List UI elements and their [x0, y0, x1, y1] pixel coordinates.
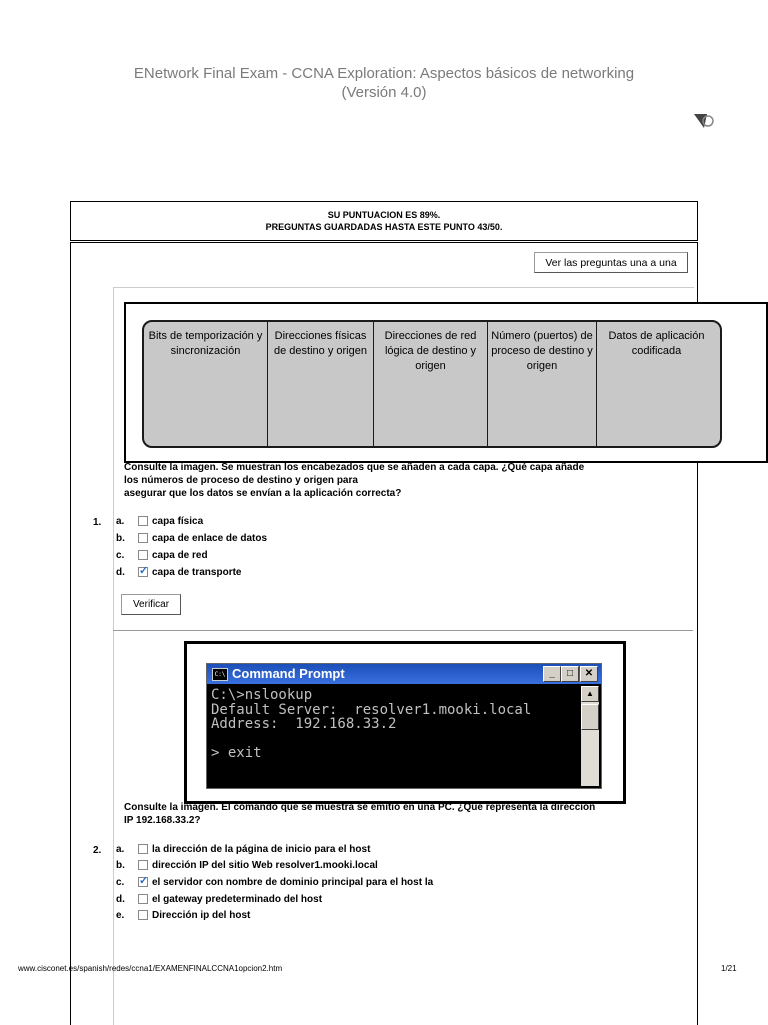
- answer-label: capa de transporte: [152, 567, 242, 578]
- answer-label: el gateway predeterminado del host: [152, 894, 323, 905]
- answer-option[interactable]: [116, 859, 536, 873]
- command-prompt-icon: C:\: [212, 668, 228, 681]
- answer-label: capa de enlace de datos: [152, 533, 268, 544]
- footer-page-number: 1/21: [721, 964, 737, 973]
- question1-text-line3: asegurar que los datos se envían a la aplicación correcta?: [124, 488, 402, 499]
- cisco-logo-icon: [693, 112, 715, 130]
- command-prompt-titlebar: [207, 664, 601, 684]
- answer-checkbox[interactable]: [138, 894, 148, 904]
- saved-questions-count: PREGUNTAS GUARDADAS HASTA ESTE PUNTO 43/50.: [265, 222, 503, 232]
- answer-option[interactable]: [116, 843, 536, 857]
- answer-option[interactable]: [116, 893, 536, 907]
- check-icon: ✓: [139, 565, 149, 577]
- answer-letter: c.: [116, 877, 125, 888]
- maximize-icon: □: [561, 666, 579, 682]
- scroll-up-arrow-icon: ▲: [581, 686, 599, 702]
- minimize-icon: _: [543, 666, 561, 682]
- answer-option[interactable]: [116, 549, 416, 563]
- diagram-cell-physical-addresses: Direcciones físicas de destino y origen: [268, 322, 374, 446]
- answer-checkbox[interactable]: [138, 844, 148, 854]
- question2-text-line2: IP 192.168.33.2?: [124, 815, 201, 826]
- check-icon: ✓: [139, 875, 149, 887]
- answer-label: capa de red: [152, 550, 208, 561]
- answer-letter: d.: [116, 567, 125, 578]
- answer-option[interactable]: [116, 515, 416, 529]
- answer-checkbox[interactable]: [138, 860, 148, 870]
- cmd-line: [211, 732, 577, 747]
- answer-letter: b.: [116, 860, 125, 871]
- answer-checkbox[interactable]: [138, 877, 148, 887]
- answer-option[interactable]: [116, 566, 416, 580]
- header-layers-diagram: [142, 320, 722, 448]
- scroll-thumb: [581, 704, 599, 730]
- answer-label: el servidor con nombre de dominio principal para el host la: [152, 877, 434, 888]
- question-divider: [113, 630, 693, 631]
- diagram-cell-timing-bits: Bits de temporización y sincronización: [144, 322, 268, 446]
- document-title-line1: ENetwork Final Exam - CCNA Exploration: Aspectos básicos de networking: [133, 65, 635, 82]
- diagram-cell-process-numbers: Número (puertos) de proceso de destino y origen: [488, 322, 597, 446]
- answer-label: capa física: [152, 516, 204, 527]
- answer-letter: d.: [116, 894, 125, 905]
- answer-label: la dirección de la página de inicio para el host: [152, 844, 371, 855]
- answer-letter: b.: [116, 533, 125, 544]
- answer-label: dirección IP del sitio Web resolver1.mooki.local: [152, 860, 378, 871]
- cmd-line: Address: 192.168.33.2: [211, 716, 397, 732]
- verify-button[interactable]: Verificar: [121, 594, 181, 615]
- diagram-cell-application-data: Datos de aplicación codificada: [608, 330, 705, 357]
- answer-checkbox[interactable]: [138, 567, 148, 577]
- question2-number: 2.: [93, 845, 102, 856]
- answer-option[interactable]: [116, 909, 536, 923]
- answer-letter: a.: [116, 844, 125, 855]
- answer-checkbox[interactable]: [138, 910, 148, 920]
- diagram-cell-logical-addresses: Direcciones de red lógica de destino y origen: [374, 322, 488, 446]
- cmd-line: > exit: [211, 745, 262, 761]
- close-icon: ✕: [580, 666, 598, 682]
- answer-letter: a.: [116, 516, 125, 527]
- answer-checkbox[interactable]: [138, 533, 148, 543]
- answer-option[interactable]: [116, 876, 536, 890]
- answer-letter: e.: [116, 910, 125, 921]
- answer-option[interactable]: [116, 532, 416, 546]
- answer-letter: c.: [116, 550, 125, 561]
- cmd-line: Default Server: resolver1.mooki.local: [211, 701, 532, 718]
- question2-text-line1: Consulte la imagen. El comando que se muestra se emitió en una PC. ¿Qué representa la dirección: [124, 802, 596, 813]
- command-prompt-output: [211, 688, 577, 786]
- question1-number: 1.: [93, 517, 102, 528]
- view-one-by-one-button[interactable]: Ver las preguntas una a una: [534, 252, 688, 273]
- command-prompt-title: Command Prompt: [232, 666, 345, 681]
- footer-url: www.cisconet.es/spanish/redes/ccna1/EXAMENFINALCCNA1opcion2.htm: [18, 964, 283, 973]
- score-box: [70, 201, 698, 241]
- question1-text: [124, 461, 684, 500]
- command-prompt-scrollbar: [581, 686, 599, 786]
- document-title-line2: (Versión 4.0): [341, 84, 427, 101]
- answer-label: Dirección ip del host: [152, 910, 251, 921]
- question2-text: [124, 801, 684, 827]
- command-prompt-window: [206, 663, 602, 789]
- score-percentage: SU PUNTUACION ES 89%.: [327, 210, 441, 220]
- answer-checkbox[interactable]: [138, 516, 148, 526]
- document-title: [40, 64, 728, 102]
- question1-text-line1: Consulte la imagen. Se muestran los encabezados que se añaden a cada capa. ¿Qué capa añade: [124, 462, 585, 473]
- cmd-line: C:\>nslookup: [211, 687, 313, 703]
- question1-text-line2: los números de proceso de destino y origen para: [124, 475, 358, 486]
- answer-checkbox[interactable]: [138, 550, 148, 560]
